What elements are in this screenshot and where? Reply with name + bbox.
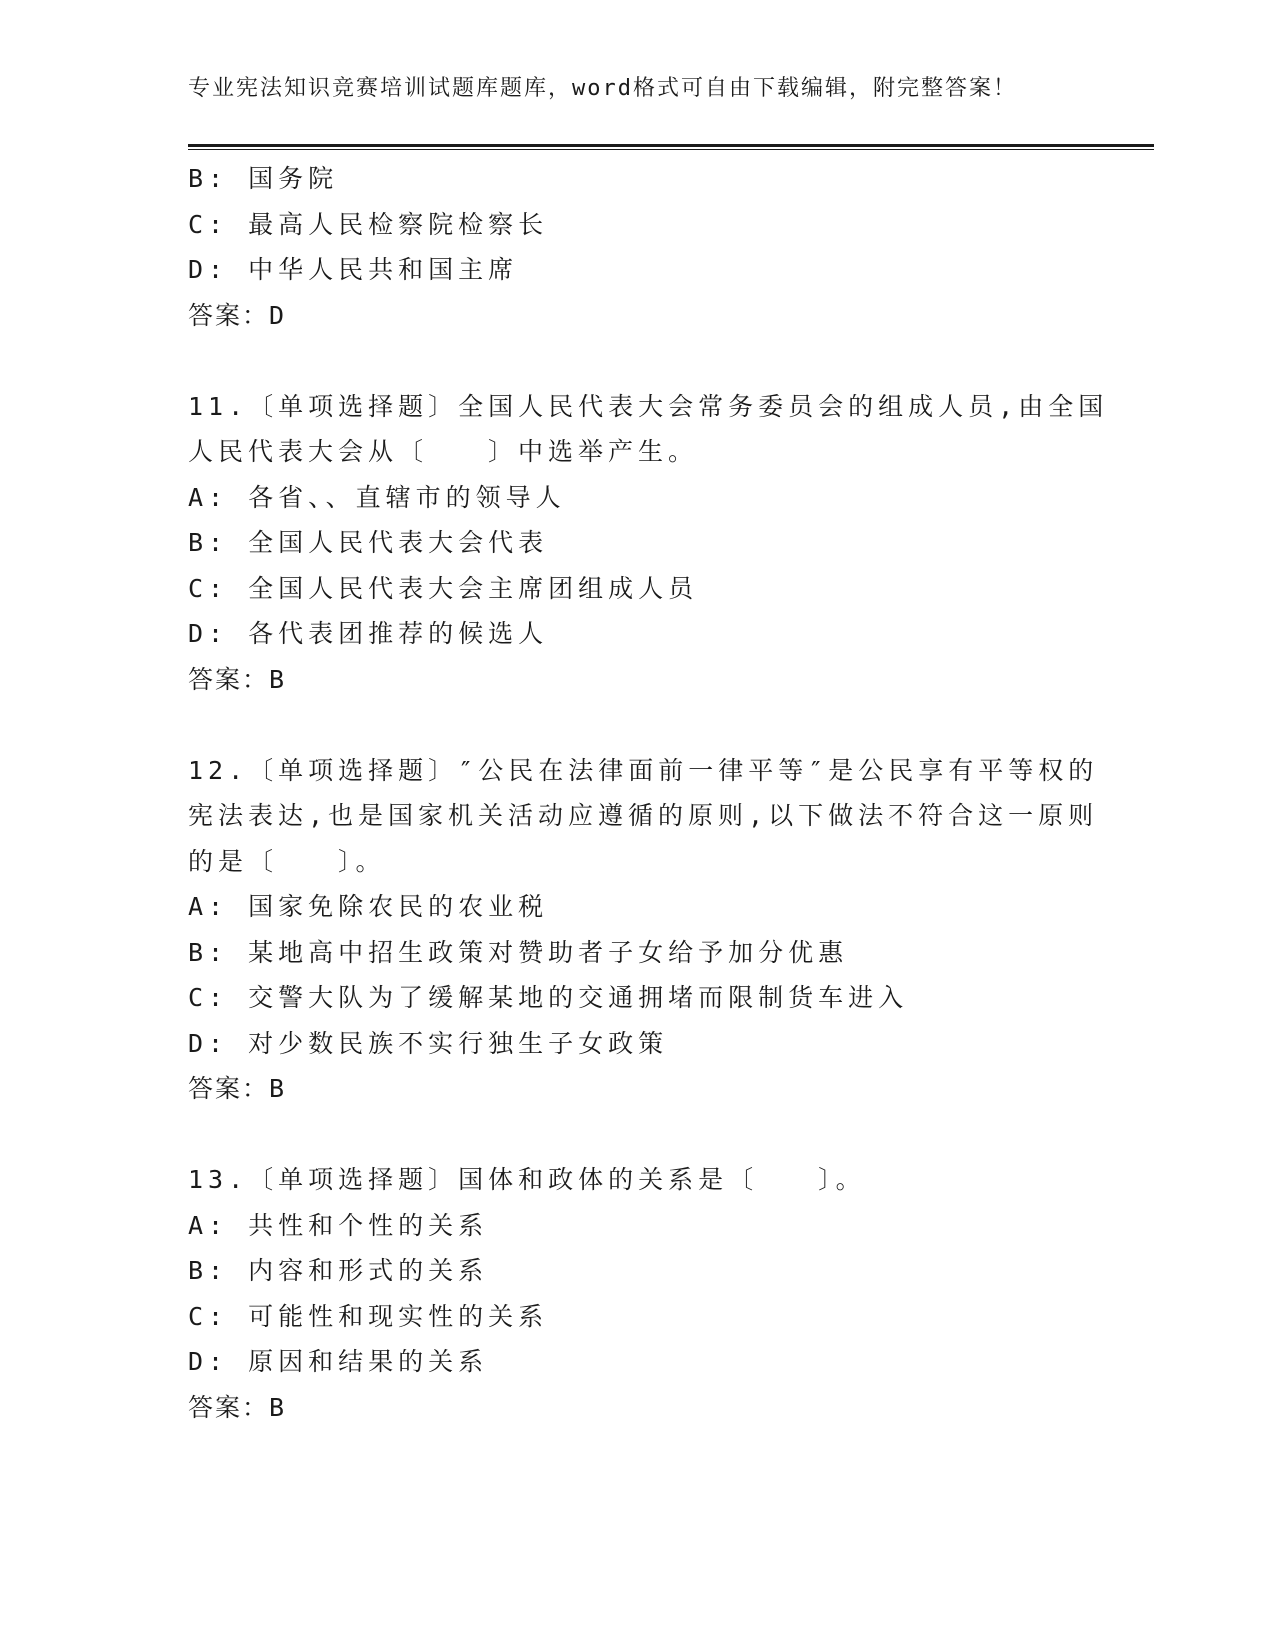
question-stem: 13.〔单项选择题〕国体和政体的关系是〔 〕。 <box>188 1165 866 1194</box>
question-stem: 的是〔 〕。 <box>188 846 386 876</box>
option-d: D: 原因和结果的关系 <box>188 1347 489 1376</box>
question-block-12 <box>188 748 1099 1112</box>
question-block-partial <box>188 156 1088 338</box>
question-stem: 人民代表大会从〔 〕中选举产生。 <box>188 437 699 466</box>
question-stem: 11.〔单项选择题〕全国人民代表大会常务委员会的组成人员,由全国 <box>188 391 1109 421</box>
question-stem: 宪法表达,也是国家机关活动应遵循的原则,以下做法不符合这一原则 <box>188 801 1099 830</box>
answer-line: 答案：B <box>188 664 287 694</box>
spacer <box>188 338 1088 384</box>
answer-line: 答案：B <box>188 1392 287 1422</box>
question-block-13 <box>188 1157 1088 1430</box>
option-d: D: 中华人民共和国主席 <box>188 255 519 284</box>
option-d: D: 各代表团推荐的候选人 <box>188 619 549 648</box>
question-block-11 <box>188 384 1109 703</box>
option-b: B: 国务院 <box>188 164 339 193</box>
question-stem: 12.〔单项选择题〕″公民在法律面前一律平等″是公民享有平等权的 <box>188 755 1099 785</box>
question-list <box>188 156 1109 1430</box>
page-header: 专业宪法知识竞赛培训试题库题库，word格式可自由下载编辑，附完整答案！ <box>188 76 1017 101</box>
option-a: A: 国家免除农民的农业税 <box>188 892 549 921</box>
option-b: B: 全国人民代表大会代表 <box>188 528 549 557</box>
option-a: A: 共性和个性的关系 <box>188 1210 489 1240</box>
spacer <box>188 1112 1088 1158</box>
option-c: C: 最高人民检察院检察长 <box>188 209 549 239</box>
spacer <box>188 702 1088 748</box>
option-b: B: 某地高中招生政策对赞助者子女给予加分优惠 <box>188 937 849 967</box>
option-a: A: 各省、、直辖市的领导人 <box>188 482 566 512</box>
option-c: C: 可能性和现实性的关系 <box>188 1301 549 1331</box>
option-d: D: 对少数民族不实行独生子女政策 <box>188 1028 669 1058</box>
header-divider <box>188 144 1154 150</box>
answer-line: 答案：D <box>188 300 287 330</box>
option-c: C: 交警大队为了缓解某地的交通拥堵而限制货车进入 <box>188 983 909 1012</box>
option-c: C: 全国人民代表大会主席团组成人员 <box>188 573 699 603</box>
answer-line: 答案：B <box>188 1074 287 1103</box>
option-b: B: 内容和形式的关系 <box>188 1256 489 1285</box>
